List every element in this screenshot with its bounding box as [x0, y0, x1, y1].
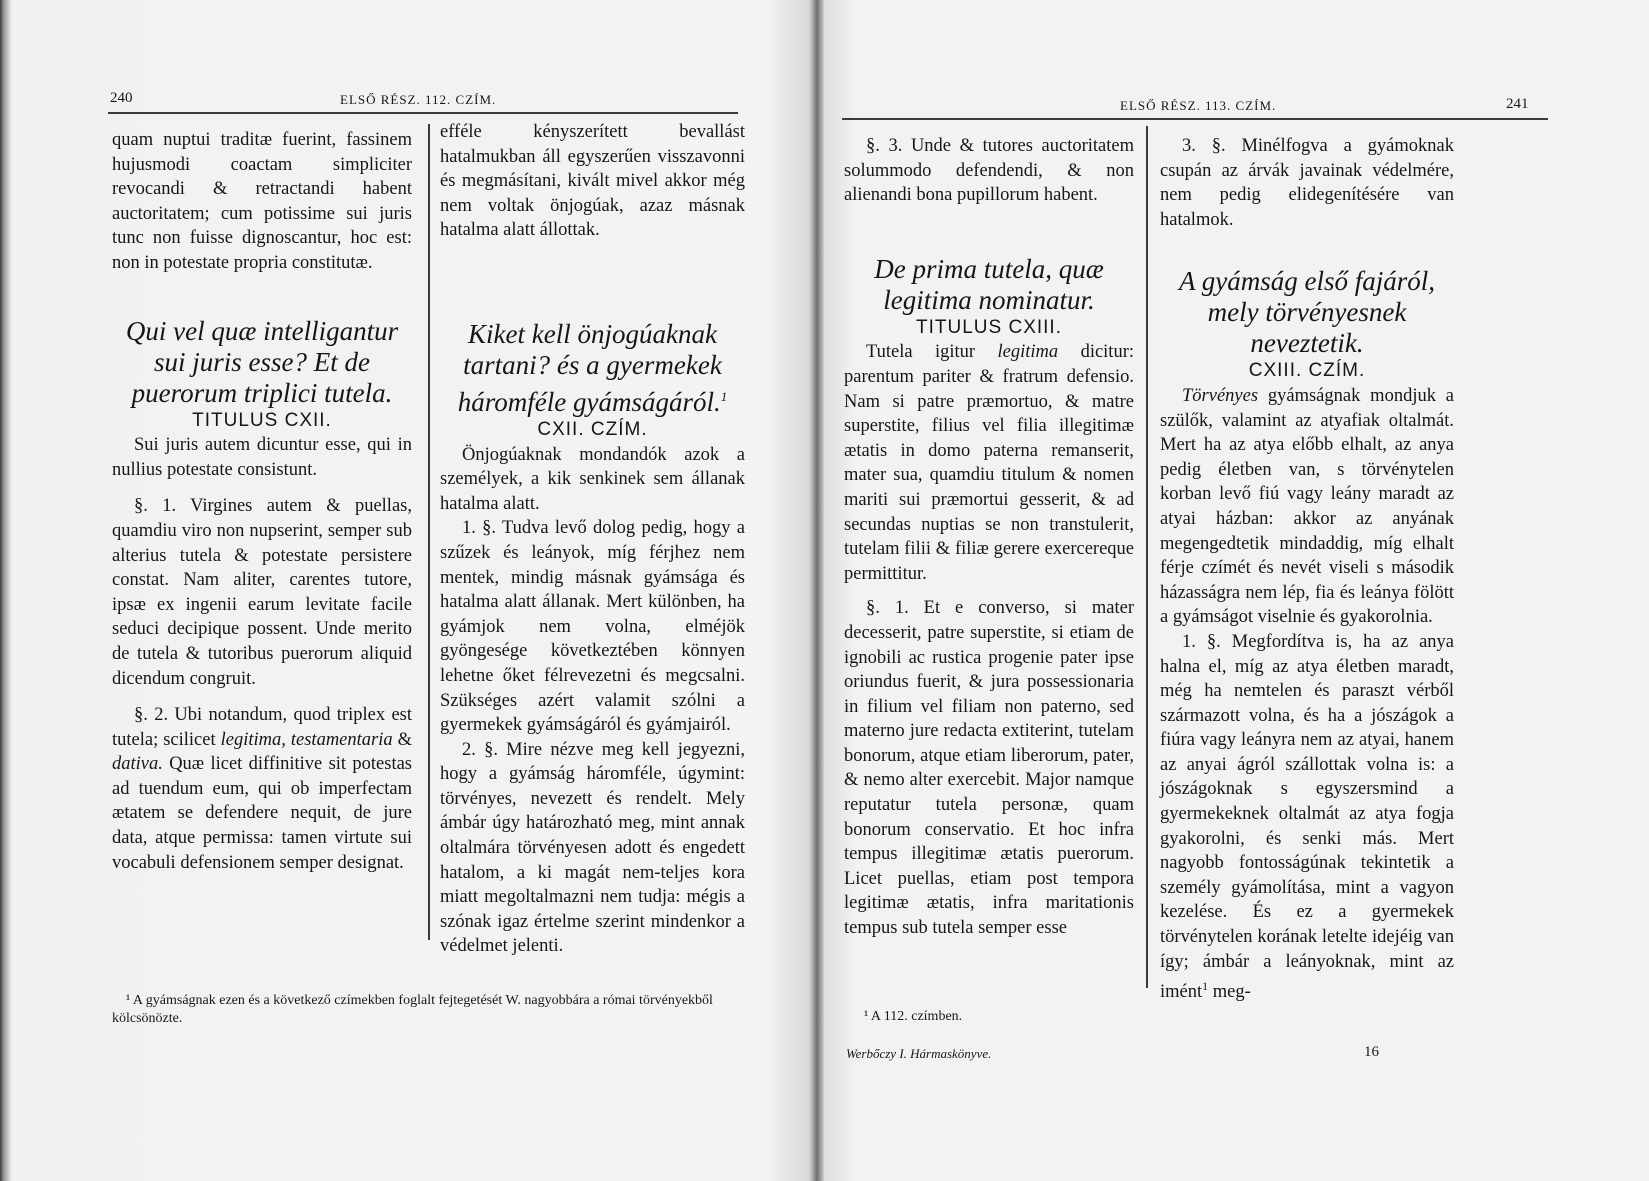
header-rule-left — [108, 112, 738, 114]
page-number-left: 240 — [110, 90, 133, 106]
latin-paragraph-2: §. 1. Virgines autem & puellas, quamdiu viro non nupserint, semper sub alterius tutela & potestate persistere constat. Nam aliter, carentes tutore, ipsæ ex ingenii earum levitate facile seduci decipique possent. Unde merito de tutela & tutoribus puerorum aliquid dicendum congruit. — [112, 496, 412, 689]
hungarian-column-left — [440, 120, 745, 959]
latin-column-right — [844, 134, 1134, 941]
hungarian-intro-paragraph: efféle kényszerített bevallást hatalmukban áll egyszerűen visszavonni és megmásítani, kivált mivel akkor még nem voltak önjogúak, azaz másnak hatalma alatt állottak. — [440, 122, 745, 241]
hungarian-paragraph-3: 2. §. Mire nézve meg kell jegyezni, hogy a gyámság háromféle, úgymint: törvényes, nevezett és rendelt. Mely ámbár úgy határozható meg, mint annak oltalmára törvényesen adott és engedett hatalom, a ki magát nem-teljes kora miatt megoltalmazni nem tudja: mégis a szónak igaz értelme szerint mindenkor a védelmet jelenti. — [440, 739, 745, 957]
latin-paragraph-3: §. 2. Ubi notandum, quod triplex est tutela; scilicet legitima, testamentaria & dativa. Quæ licet diffinitive sit potestas ad tuendum eum, qui ob imperfectam ætatem se defendere nequit, de jure data, atque permissa: tamen virtute sui vocabuli defensionem semper designat. — [112, 705, 413, 873]
running-head-left: ELSŐ RÉSZ. 112. CZÍM. — [340, 92, 497, 107]
hungarian-paragraph-2: 1. §. Tudva levő dolog pedig, hogy a szűzek és leányok, míg férjhez nem mentek, mindig másnak gyámsága és hatalma alatt állanak. Mert különben, ha gyámjok nem volna, elméjök gyöngesége következtében könnyen lehetne őket félrevezetni és megcsalni. Szükséges azért valamit szólni a gyermekek gyámságáról és gyámjairól. — [440, 518, 745, 736]
hungarian-column-right — [1160, 134, 1454, 1005]
latin-intro-paragraph: quam nuptui traditæ fuerint, fassinem hujusmodi coactam simpliciter revocandi & retractandi habent auctoritatem; cum potissime sui juris tunc non fuisse dignoscantur, hoc est: non in potestate propria constitutæ. — [112, 130, 412, 273]
hungarian-heading-right: A gyámság első fajáról, mely törvényesnek neveztetik. — [1179, 266, 1435, 359]
latin-paragraph-1-right: Tutela igitur legitima dicitur: parentum pariter & fratrum defensio. Nam si patre præmortuo, & matre superstite, filius vel filia illegitimæ ætatis in domo paterna remanserit, mater sua, quamdiu titulum & nomen mariti sui præmortui gesserit, & ad secundas nuptias se non transtulerit, tutelam filii & filiæ gerere exercereque permittitur. — [844, 342, 1134, 584]
left-page — [0, 0, 816, 1181]
latin-paragraph-1: Sui juris autem dicuntur esse, qui in nullius potestate consistunt. — [112, 435, 412, 480]
right-page — [816, 0, 1649, 1181]
hungarian-paragraph-2-right: 1. §. Megfordítva is, ha az anya halna el, míg az atya életben maradt, még ha nemtelen és paraszt vérből származott volna, és ha a jószágok a fiúra vagy leányra nem az atyai, hanem az anyai ágról szállottak volna is: a jószágoknak s egyszersmind a gyermekeknek oltalmát az atya fogja gyakorolni, és senki más. Mert nagyobb fontosságúnak tekintetik a személy gyámolítása, mint a vagyon kezelése. És ez a gyermekek törvénytelen korának letelte idejéig van így; ámbár a leányoknak, mint az imént$^1$ meg- — [1160, 631, 1454, 1003]
hungarian-heading: Kiket kell önjogúaknak tartani? és a gyermekek háromféle gyámságáról.$^1$ — [457, 318, 728, 417]
page-number-right: 241 — [1506, 96, 1529, 112]
latin-heading-right: De prima tutela, quæ legitima nominatur. — [874, 253, 1104, 315]
signature-number: 16 — [1364, 1044, 1379, 1060]
column-divider-right — [1146, 126, 1148, 988]
hungarian-czim-right: CXIII. CZÍM. — [1248, 360, 1366, 382]
signature-mark: Werbőczy I. Hármaskönyve. — [846, 1046, 992, 1061]
footnote-right: ¹ A 112. czímben. — [864, 1009, 963, 1024]
footnote-left: ¹ A gyámságnak ezen és a következő czímekben foglalt fejtegetését W. nagyobbára a római törvényekből kölcsönözte. — [112, 993, 713, 1026]
latin-paragraph-2-right: §. 1. Et e converso, si mater decesserit, patre superstite, si etiam de ignobili ac rustica progenie pater ipse oriundus fuerit, & jura possessionaria in filium vel filiam non paterno, sed materno jure redacta extiterint, tutelam bonorum, atque etiam liberorum, pater, & nemo alter exercebit. Major namque reputatur tutela personæ, quam bonorum conservatio. Et hoc infra tempus illegitimæ ætatis puerorum. Licet puellas, etiam post tempora legitimæ ætatis, infra maritationis tempus sub tutela semper esse — [844, 598, 1134, 939]
hungarian-intro-paragraph-right: 3. §. Minélfogva a gyámoknak csupán az árvák javainak védelmére, nem pedig elidegenítésére van hatalmok. — [1160, 136, 1454, 230]
latin-titulus: TITULUS CXII. — [192, 409, 332, 431]
hungarian-paragraph-1-right: Törvényes gyámságnak mondjuk a szülők, valamint az atyafiak oltalmát. Mert ha az atya előbb elhalt, az anya pedig életben van, s törvénytelen korban levő fiú vagy leány maradt az atyai házban: akkor az anyának megengedtetik mindaddig, míg elhalt férje czímét és nevét viseli s második házasságra nem lép, fia és leánya fölött a gyámságot viselnie és gyakorolnia. — [1160, 385, 1454, 628]
column-divider-left — [428, 124, 430, 940]
running-head-right: ELSŐ RÉSZ. 113. CZÍM. — [1120, 98, 1277, 113]
book-gutter — [810, 0, 824, 1181]
header-rule-right — [842, 118, 1548, 120]
hungarian-paragraph-1: Önjogúaknak mondandók azok a személyek, a kik senkinek sem állanak hatalma alatt. — [440, 444, 745, 514]
latin-heading: Qui vel quæ intelligantur sui juris esse? Et de puerorum triplici tutela. — [125, 315, 399, 408]
latin-intro-paragraph-right: §. 3. Unde & tutores auctoritatem solummodo defendendi, & non alienandi bona pupillorum habent. — [844, 136, 1134, 206]
hungarian-czim: CXII. CZÍM. — [537, 418, 648, 440]
latin-titulus-right: TITULUS CXIII. — [916, 316, 1062, 338]
latin-column-left — [112, 128, 412, 875]
